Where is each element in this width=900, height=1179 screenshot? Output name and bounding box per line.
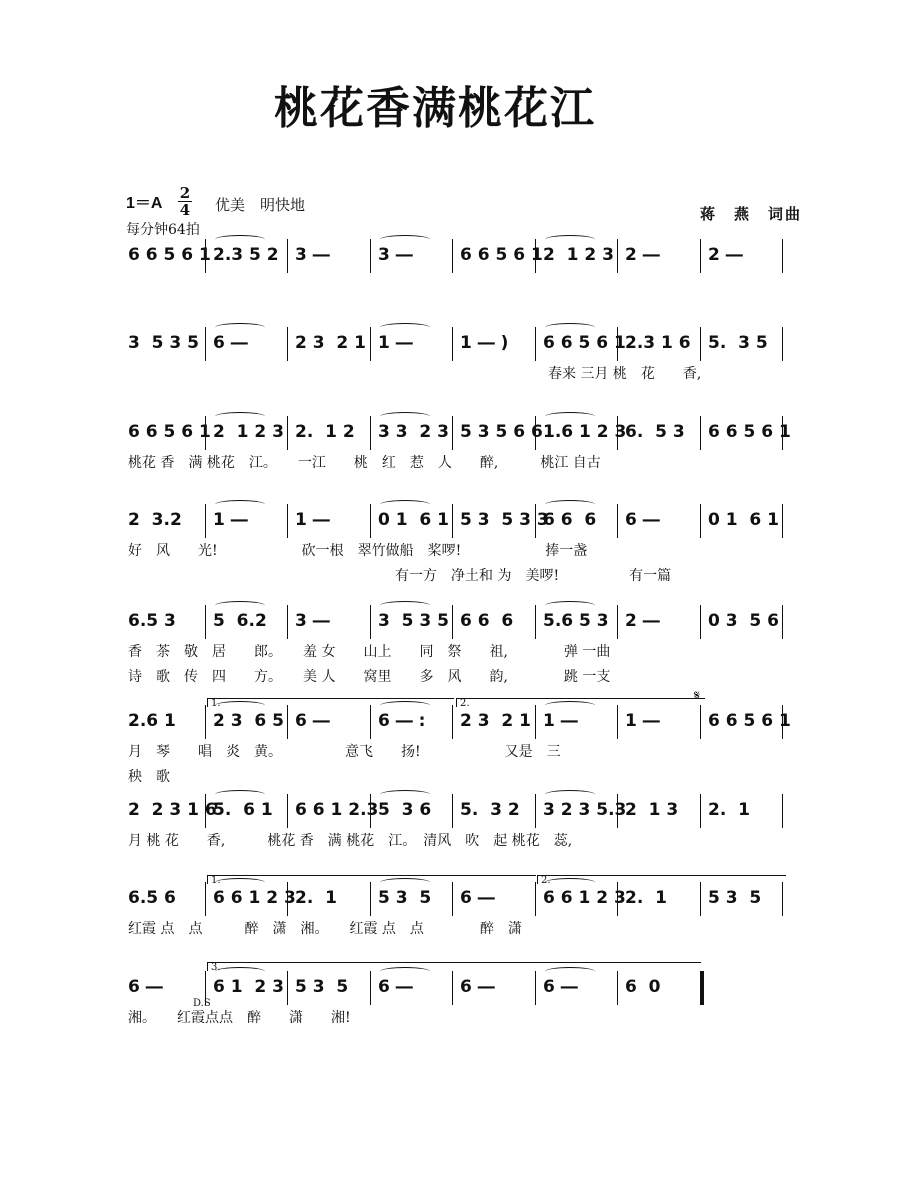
barline bbox=[782, 504, 783, 538]
measure-notes: 2. 1 bbox=[708, 800, 750, 820]
barline bbox=[287, 504, 288, 538]
barline bbox=[370, 705, 371, 739]
slur bbox=[545, 412, 595, 421]
notes-line bbox=[0, 977, 900, 1005]
volta-bracket: 2. bbox=[537, 875, 786, 884]
lyrics-line bbox=[0, 540, 900, 560]
barline bbox=[205, 504, 206, 538]
barline bbox=[782, 605, 783, 639]
barline bbox=[617, 605, 618, 639]
notes-line bbox=[0, 611, 900, 639]
measure-notes: 1 ― bbox=[295, 510, 330, 530]
barline bbox=[452, 794, 453, 828]
measure-notes: 1 ― ) bbox=[460, 333, 509, 353]
measure-notes: 5 3 5 bbox=[295, 977, 349, 997]
measure-notes: 0 3 5 6 bbox=[708, 611, 779, 631]
barline bbox=[370, 605, 371, 639]
barline bbox=[700, 239, 701, 273]
measure-notes: 1.6 1 2 3 bbox=[543, 422, 627, 442]
barline bbox=[370, 239, 371, 273]
barline bbox=[782, 794, 783, 828]
measure-notes: 6 ― bbox=[295, 711, 330, 731]
measure-notes: 1 ― bbox=[625, 711, 660, 731]
notes-line bbox=[0, 422, 900, 450]
barline bbox=[700, 794, 701, 828]
measure-notes: 5 3 5 3 3 bbox=[460, 510, 549, 530]
key-signature: 1＝A bbox=[126, 195, 163, 212]
measure-notes: 2 ― bbox=[625, 245, 660, 265]
barline bbox=[452, 504, 453, 538]
barline bbox=[370, 327, 371, 361]
slur bbox=[545, 323, 595, 332]
measure-notes: 6 6 5 6 1 bbox=[708, 422, 791, 442]
score-row bbox=[0, 333, 900, 393]
measure-notes: 6 6 1 2 3 bbox=[213, 888, 296, 908]
slur bbox=[545, 601, 595, 610]
barline bbox=[205, 239, 206, 273]
measure-notes: 2. 1 bbox=[295, 888, 337, 908]
measure-notes: 0 1 6 1 bbox=[378, 510, 449, 530]
barline bbox=[617, 705, 618, 739]
measure-notes: 6 6 5 6 1 bbox=[460, 245, 543, 265]
score-row bbox=[0, 422, 900, 482]
barline bbox=[535, 239, 536, 273]
measure-notes: 3 5 3 5 bbox=[128, 333, 199, 353]
barline bbox=[452, 239, 453, 273]
slur bbox=[215, 323, 265, 332]
lyric-text: 香 茶 敬 居 郎。 羞 女 山上 同 祭 祖, 弹 一曲 bbox=[128, 644, 611, 660]
lyric-text: 好 风 光! 砍一根 翠竹做船 桨啰! 捧一盏 bbox=[128, 543, 588, 559]
lyric-text: 湘。 红霞点点 醉 潇 湘! bbox=[128, 1010, 351, 1026]
measure-notes: 2. 1 bbox=[625, 888, 667, 908]
barline bbox=[782, 239, 783, 273]
measure-notes: 3 ― bbox=[378, 245, 413, 265]
lyric-text: 桃花 香 满 桃花 江。 一江 桃 红 惹 人 醉, 桃江 自古 bbox=[128, 455, 601, 471]
barline bbox=[535, 882, 536, 916]
ds-marking: D.S bbox=[193, 998, 211, 1009]
barline bbox=[700, 416, 701, 450]
measure-notes: 6 ― bbox=[128, 977, 163, 997]
lyrics-line bbox=[0, 565, 900, 585]
slur bbox=[545, 500, 595, 509]
barline bbox=[617, 504, 618, 538]
lyrics-line bbox=[0, 830, 900, 850]
score-row bbox=[0, 611, 900, 685]
measure-notes: 6 6 1 2.3 bbox=[295, 800, 379, 820]
slur bbox=[380, 500, 430, 509]
barline bbox=[535, 705, 536, 739]
barline bbox=[782, 416, 783, 450]
barline bbox=[700, 882, 701, 916]
score-row bbox=[0, 800, 900, 860]
notes-line bbox=[0, 800, 900, 828]
measure-notes: 3 3 2 3 bbox=[378, 422, 449, 442]
measure-notes: 5. 3 2 bbox=[460, 800, 520, 820]
measure-notes: 6. 5 3 bbox=[625, 422, 685, 442]
measure-notes: 6 ― bbox=[625, 510, 660, 530]
barline bbox=[452, 882, 453, 916]
notes-line bbox=[0, 510, 900, 538]
volta-bracket: 1. bbox=[207, 698, 454, 707]
lyrics-line bbox=[0, 363, 900, 383]
barline bbox=[782, 327, 783, 361]
barline bbox=[287, 416, 288, 450]
slur bbox=[215, 790, 265, 799]
measure-notes: 5 3 6 bbox=[378, 800, 432, 820]
barline bbox=[535, 327, 536, 361]
measure-notes: 6 6 5 6 1 bbox=[128, 422, 211, 442]
score-row bbox=[0, 888, 900, 948]
barline bbox=[370, 794, 371, 828]
song-title: 桃花香满桃花江 bbox=[274, 83, 596, 134]
slur bbox=[545, 235, 595, 244]
measure-notes: 2.6 1 bbox=[128, 711, 176, 731]
lyrics-line bbox=[0, 641, 900, 661]
barline bbox=[617, 971, 618, 1005]
measure-notes: 6.5 6 bbox=[128, 888, 176, 908]
measure-notes: 6.5 3 bbox=[128, 611, 176, 631]
barline bbox=[452, 416, 453, 450]
barline bbox=[287, 971, 288, 1005]
measure-notes: 3 ― bbox=[295, 611, 330, 631]
measure-notes: 6 1 2 3 bbox=[213, 977, 284, 997]
score-row bbox=[0, 510, 900, 584]
measure-notes: 2. 1 2 bbox=[295, 422, 355, 442]
barline bbox=[617, 327, 618, 361]
slur bbox=[545, 790, 595, 799]
barline bbox=[370, 504, 371, 538]
barline bbox=[535, 504, 536, 538]
barline bbox=[370, 416, 371, 450]
lyric-text: 红霞 点 点 醉 潇 湘。 红霞 点 点 醉 潇 bbox=[128, 921, 522, 937]
measure-notes: 2 ― bbox=[625, 611, 660, 631]
measure-notes: 3 5 3 5 bbox=[378, 611, 449, 631]
lyrics-line bbox=[0, 918, 900, 938]
barline bbox=[535, 416, 536, 450]
measure-notes: 5. 6 1 bbox=[213, 800, 273, 820]
measure-notes: 3 2 3 5.3 bbox=[543, 800, 627, 820]
barline bbox=[287, 327, 288, 361]
segno-sign: 𝄋 bbox=[694, 688, 701, 704]
notes-line bbox=[0, 888, 900, 916]
time-numerator: 2 bbox=[179, 184, 191, 202]
lyrics-line bbox=[0, 766, 900, 786]
slur bbox=[215, 500, 265, 509]
tempo-marking: 优美 明快地 bbox=[215, 196, 306, 214]
volta-bracket: 2. bbox=[456, 698, 705, 707]
barline bbox=[287, 705, 288, 739]
barline bbox=[535, 971, 536, 1005]
slur bbox=[380, 235, 430, 244]
measure-notes: 5 3 5 bbox=[708, 888, 762, 908]
measure-notes: 0 1 6 1 bbox=[708, 510, 779, 530]
notes-line bbox=[0, 245, 900, 273]
barline bbox=[452, 705, 453, 739]
measure-notes: 6 ― bbox=[378, 977, 413, 997]
measure-notes: 2.3 1 6 bbox=[625, 333, 691, 353]
barline bbox=[452, 327, 453, 361]
measure-notes: 2 1 2 3 bbox=[543, 245, 614, 265]
measure-notes: 5 3 5 6 6 bbox=[460, 422, 543, 442]
barline bbox=[700, 504, 701, 538]
barline bbox=[205, 605, 206, 639]
barline bbox=[205, 882, 206, 916]
measure-notes: 2.3 5 2 bbox=[213, 245, 279, 265]
barline bbox=[452, 971, 453, 1005]
slur bbox=[380, 601, 430, 610]
lyric-text: 诗 歌 传 四 方。 美 人 窝里 多 风 韵, 跳 一支 bbox=[128, 669, 611, 685]
barline bbox=[700, 971, 704, 1005]
lyric-text: 月 琴 唱 炎 黄。 意飞 扬! 又是 三 bbox=[128, 744, 561, 760]
lyrics-line bbox=[0, 741, 900, 761]
measure-notes: 6 ― bbox=[460, 977, 495, 997]
barline bbox=[205, 794, 206, 828]
measure-notes: 6 ― bbox=[460, 888, 495, 908]
measure-notes: 6 0 bbox=[625, 977, 661, 997]
barline bbox=[617, 882, 618, 916]
measure-notes: 6 6 5 6 1 bbox=[543, 333, 626, 353]
slur bbox=[215, 235, 265, 244]
measure-notes: 5 3 5 bbox=[378, 888, 432, 908]
barline bbox=[205, 327, 206, 361]
slur bbox=[380, 412, 430, 421]
measure-notes: 2 3 6 5 bbox=[213, 711, 284, 731]
composer-credit: 蒋 燕 词曲 bbox=[700, 205, 803, 223]
measure-notes: 6 ― bbox=[213, 333, 248, 353]
lyric-text: 月 桃 花 香, 桃花 香 满 桃花 江。 清风 吹 起 桃花 蕊, bbox=[128, 833, 573, 849]
measure-notes: 6 ― bbox=[543, 977, 578, 997]
measure-notes: 2 ― bbox=[708, 245, 743, 265]
measure-notes: 2 1 2 3 bbox=[213, 422, 284, 442]
notes-line bbox=[0, 711, 900, 739]
time-signature bbox=[178, 186, 192, 217]
barline bbox=[205, 705, 206, 739]
barline bbox=[287, 794, 288, 828]
slur bbox=[215, 601, 265, 610]
measure-notes: 2 3.2 bbox=[128, 510, 182, 530]
barline bbox=[700, 327, 701, 361]
barline bbox=[370, 882, 371, 916]
slur bbox=[215, 412, 265, 421]
measure-notes: 5.6 5 3 bbox=[543, 611, 609, 631]
score-row bbox=[0, 977, 900, 1037]
barline bbox=[370, 971, 371, 1005]
measure-notes: 6 6 5 6 1 bbox=[708, 711, 791, 731]
barline bbox=[782, 882, 783, 916]
measure-notes: 2 3 2 1 bbox=[295, 333, 366, 353]
slur bbox=[380, 323, 430, 332]
lyrics-line bbox=[0, 452, 900, 472]
barline bbox=[700, 705, 701, 739]
barline bbox=[535, 794, 536, 828]
time-denominator: 4 bbox=[179, 201, 191, 219]
lyric-text: 春来 三月 桃 花 香, bbox=[548, 366, 702, 382]
measure-notes: 1 ― bbox=[378, 333, 413, 353]
measure-notes: 6 6 5 6 1 bbox=[128, 245, 211, 265]
score-row bbox=[0, 245, 900, 305]
barline bbox=[287, 239, 288, 273]
notes-line bbox=[0, 333, 900, 361]
volta-bracket: 1. bbox=[207, 875, 536, 884]
measure-notes: 2 1 3 bbox=[625, 800, 679, 820]
lyrics-line bbox=[0, 1007, 900, 1027]
lyric-text: 有一方 净土和 为 美啰! 有一篇 bbox=[395, 568, 672, 584]
barline bbox=[287, 605, 288, 639]
barline bbox=[452, 605, 453, 639]
measure-notes: 5. 3 5 bbox=[708, 333, 768, 353]
measure-notes: 1 ― bbox=[213, 510, 248, 530]
measure-notes: 2 3 2 1 bbox=[460, 711, 531, 731]
barline bbox=[205, 416, 206, 450]
barline bbox=[287, 882, 288, 916]
barline bbox=[617, 416, 618, 450]
measure-notes: 2 2 3 1 6 bbox=[128, 800, 217, 820]
barline bbox=[617, 239, 618, 273]
measure-notes: 6 6 6 bbox=[543, 510, 597, 530]
barline bbox=[617, 794, 618, 828]
lyric-text: 秧 歌 bbox=[128, 769, 170, 785]
barline bbox=[535, 605, 536, 639]
lyrics-line bbox=[0, 666, 900, 686]
score-row bbox=[0, 711, 900, 785]
measure-notes: 3 ― bbox=[295, 245, 330, 265]
volta-bracket: 3. bbox=[207, 962, 701, 971]
measure-notes: 6 6 1 2 3 bbox=[543, 888, 626, 908]
measure-notes: 6 6 6 bbox=[460, 611, 514, 631]
measure-notes: 1 ― bbox=[543, 711, 578, 731]
barline bbox=[782, 705, 783, 739]
measure-notes: 5 6.2 bbox=[213, 611, 267, 631]
bpm-marking: 每分钟64拍 bbox=[126, 222, 200, 238]
barline bbox=[700, 605, 701, 639]
slur bbox=[380, 790, 430, 799]
measure-notes: 6 ― : bbox=[378, 711, 426, 731]
